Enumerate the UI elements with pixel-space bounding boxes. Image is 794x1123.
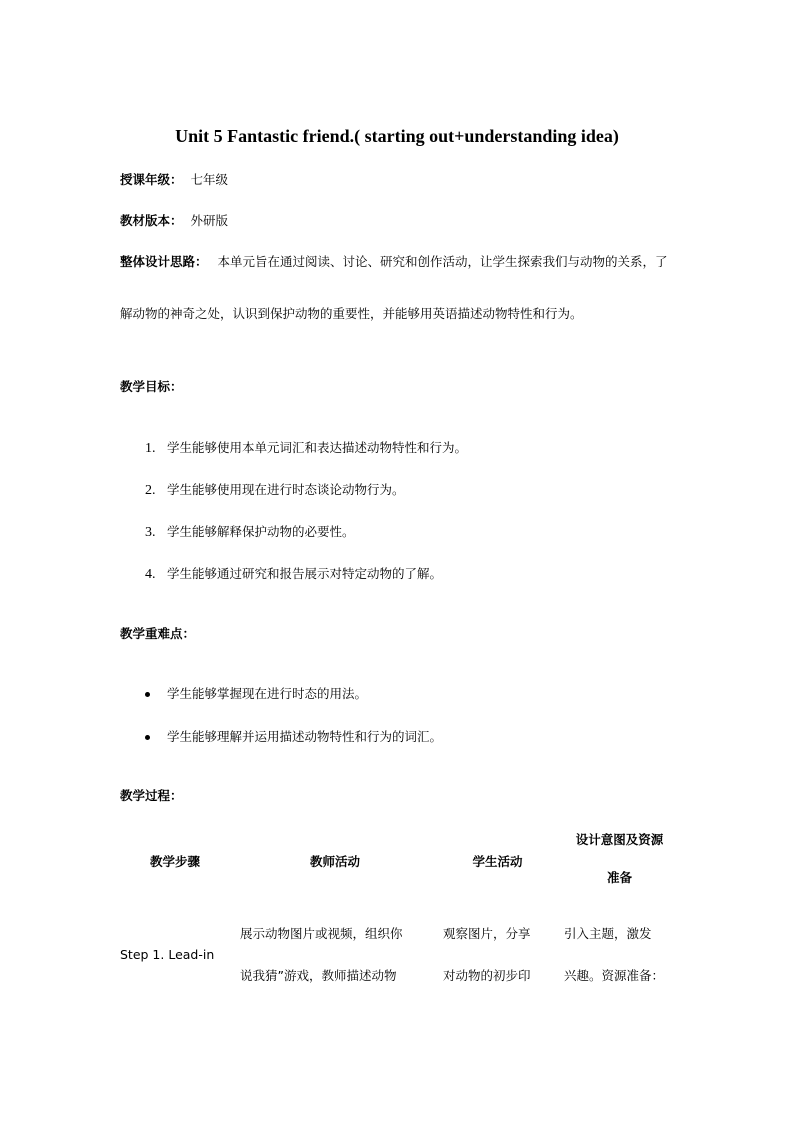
bullet-icon [145,692,150,697]
column-header-teacher: 教师活动 [309,854,360,869]
list-item: 学生能够掌握现在进行时态的用法。 [145,684,442,727]
list-item: 2. 学生能够使用现在进行时态谈论动物行为。 [145,482,405,498]
column-header-step: 教学步骤 [149,854,200,869]
key-points-heading: 教学重难点： [120,626,196,641]
design-label: 整体设计思路： [120,254,208,269]
document-title: Unit 5 Fantastic friend.( starting out+understanding idea) [175,126,619,146]
key-points-list [145,684,442,770]
row1-student: 观察图片，分享 对动物的初步印 [443,926,531,983]
row1-design: 引入主题，激发 兴趣。资源准备： [564,926,665,983]
list-item: 1. 学生能够使用本单元词汇和表达描述动物特性和行为。 [145,440,468,456]
column-header-design: 设计意图及资源 准备 [575,832,664,885]
edition-label: 教材版本： [120,213,183,228]
edition-value: 外研版 [190,213,229,228]
edition-line [120,211,228,229]
grade-value: 七年级 [190,172,229,187]
design-text: 本单元旨在通过阅读、讨论、研究和创作活动，让学生探索我们与动物的关系，了解动物的神奇之处，认识到保护动物的重要性，并能够用英语描述动物特性和行为。 [120,254,668,321]
row1-step: Step 1. Lead-in [120,947,215,962]
row1-teacher: 展示动物图片或视频，组织你 说我猜”游戏，教师描述动物 [240,926,403,983]
process-heading: 教学过程： [120,788,183,803]
list-item: 3. 学生能够解释保护动物的必要性。 [145,524,355,540]
grade-label: 授课年级： [120,172,183,187]
design-paragraph [120,236,680,340]
grade-line [120,170,228,188]
list-item: 学生能够理解并运用描述动物特性和行为的词汇。 [145,727,442,770]
column-header-student: 学生活动 [472,854,523,869]
list-item: 4. 学生能够通过研究和报告展示对特定动物的了解。 [145,566,443,582]
objectives-heading: 教学目标： [120,379,183,394]
objectives-list [145,438,467,606]
bullet-icon [145,735,150,740]
